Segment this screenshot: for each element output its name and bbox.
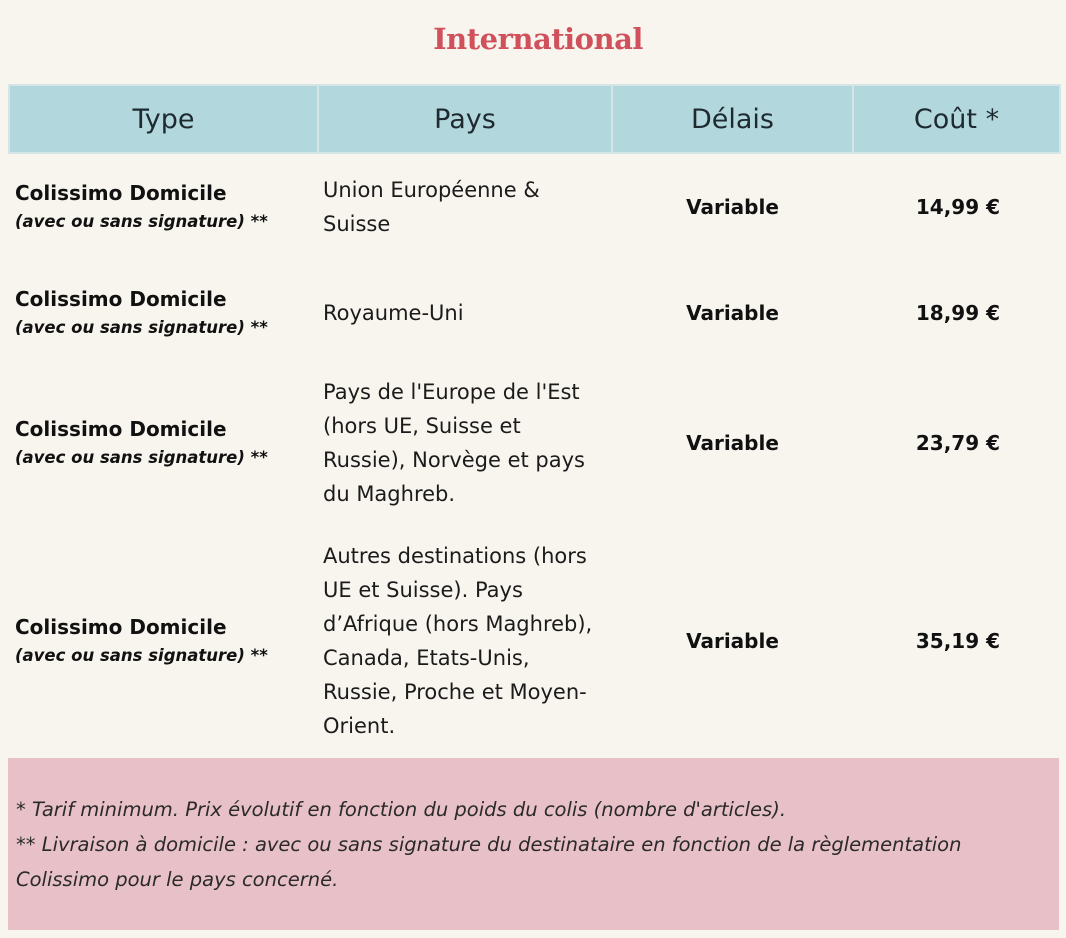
table-row [9, 260, 1060, 366]
pays-cell: Royaume-Uni [323, 301, 464, 325]
delais-cell: Variable [686, 431, 779, 455]
table-body [9, 153, 1060, 761]
type-cell [9, 366, 318, 520]
type-cell [9, 260, 318, 366]
page-title: International [433, 22, 643, 56]
cout-cell: 23,79 € [915, 431, 1000, 455]
pays-cell: Autres destinations (hors UE et Suisse). Pays d’Afrique (hors Maghreb), Canada, Etats-Unis, Russie, Proche et Moyen-Orient. [323, 543, 593, 738]
type-cell [9, 520, 318, 761]
cout-cell: 18,99 € [915, 301, 1000, 325]
pays-cell: Union Européenne & Suisse [323, 178, 540, 236]
footnote-tarif: * Tarif minimum. Prix évolutif en fonction du poids du colis (nombre d'articles). [16, 798, 787, 821]
table-header [9, 85, 1060, 153]
type-name: Colissimo Domicile [15, 417, 227, 441]
cout-cell: 35,19 € [915, 628, 1000, 653]
table-row [9, 153, 1060, 260]
table-row [9, 520, 1060, 761]
pays-cell: Pays de l'Europe de l'Est (hors UE, Suisse et Russie), Norvège et pays du Maghreb. [323, 380, 585, 506]
cout-cell: 14,99 € [915, 195, 1000, 219]
type-note: (avec ou sans signature) ** [15, 212, 268, 231]
delais-cell: Variable [686, 195, 779, 219]
delais-cell: Variable [686, 301, 779, 325]
shipping-rates-table [8, 84, 1061, 761]
type-name: Colissimo Domicile [15, 181, 227, 205]
footnote-livraison: ** Livraison à domicile : avec ou sans signature du destinataire en fonction de la règlementation Colissimo pour le pays concerné. [16, 833, 962, 891]
header-delais: Délais [612, 85, 853, 153]
header-row [9, 85, 1060, 153]
header-pays: Pays [318, 85, 612, 153]
type-note: (avec ou sans signature) ** [15, 645, 268, 665]
type-name: Colissimo Domicile [15, 287, 227, 311]
table-row [9, 366, 1060, 520]
footnote-box [8, 758, 1059, 930]
type-name: Colissimo Domicile [15, 614, 227, 639]
type-cell [9, 153, 318, 260]
delais-cell: Variable [686, 628, 779, 653]
header-cout: Coût * [853, 85, 1060, 153]
type-note: (avec ou sans signature) ** [15, 448, 268, 467]
type-note: (avec ou sans signature) ** [15, 318, 268, 337]
header-type: Type [9, 85, 318, 153]
